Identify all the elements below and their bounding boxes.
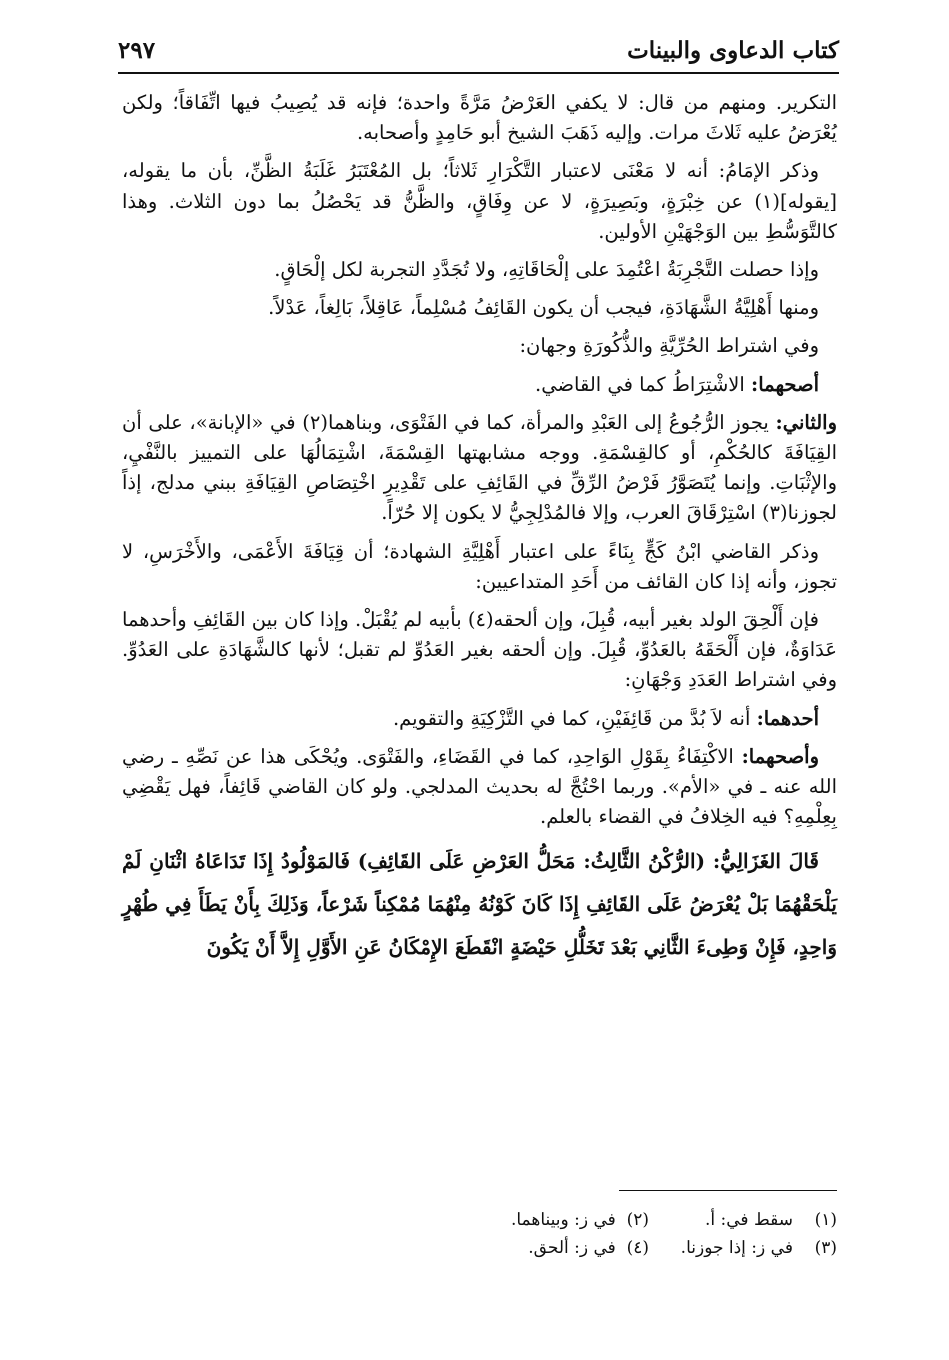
footnote-text: في ز: إذا جوزنا. — [680, 1238, 793, 1258]
paragraph-11-lead: وأصحهما: — [741, 744, 819, 768]
paragraph-6-lead: أصحهما: — [751, 372, 819, 396]
paragraph-5: وفي اشتراط الحُرِّيَّةِ والذُّكُورَةِ وجهان: — [519, 334, 819, 358]
footnote-4 — [431, 1234, 649, 1262]
paragraph-11-text: الاكْتِفَاءُ بِقَوْلِ الوَاحِدِ، كما في القَضَاءِ، والفَتْوَى. ويُحْكَى هذا عن نَصِّهِ ـ رضي الله عنه ـ في «الأم». وربما احْتُجَّ له بحديث المدلجي. ولو كان القاضي قَائِفاً، فهل يَقْضِي بِعِلْمِهِ؟ فيه الخِلافُ في القضاء بالعلم. — [122, 744, 837, 829]
footnote-text: سقط في: أ. — [705, 1210, 793, 1230]
paragraph-10-text: أنه لاَ بُدَّ من قَائِفَيْنِ، كما في التَّزْكِيَةِ والتقويم. — [392, 706, 751, 730]
paragraph-4: ومنها أَهْلِيَّةُ الشَّهَادَةِ، فيجب أن يكون القَائِفُ مُسْلِماً، عَاقِلاً، بَالِغاً، عَدْلاً. — [268, 296, 819, 320]
footnote-3 — [649, 1234, 837, 1262]
paragraph-10 — [122, 704, 837, 734]
paragraph-6 — [122, 370, 837, 400]
footnote-number: (٤) — [626, 1238, 649, 1258]
paragraph-7-lead: والثاني: — [775, 410, 837, 434]
footnote-text: في ز: ألحق. — [528, 1238, 616, 1258]
paragraph-11 — [122, 742, 837, 833]
main-text — [122, 88, 837, 977]
footnote-number: (٢) — [626, 1210, 649, 1230]
footnotes — [122, 1206, 837, 1262]
page-header — [118, 30, 839, 70]
footnote-number: (١) — [814, 1210, 837, 1230]
footnote-row — [122, 1206, 837, 1234]
ghazali-quote: قَالَ الغَزَالِيُّ: (الرُّكْنُ الثَّالِثُ: مَحَلُّ العَرْضِ عَلَى القَائِفِ) فَالمَوْلُودُ إِذَا تَدَاعَاهُ اثْنَانِ لَمْ يَلْحَقْهُمَا بَلْ يُعْرَضُ عَلَى القَائِفِ إِذَا كَانَ كَوْنُهُ مِنْهُمَا مُمْكِناً شَرْعاً، وَذَلِكَ بِأَنْ يَطَأَ فِي طُهْرٍ وَاحِدٍ، فَإِنْ وَطِىءَ الثَّانِي بَعْدَ تَخَلُّلِ حَيْضَةٍ انْقَطَعَ الإِمْكَانُ عَنِ الأَوَّلِ إِلاَّ أَنْ يَكُونَ — [122, 849, 837, 960]
header-divider — [118, 72, 839, 74]
running-title: كتاب الدعاوى والبينات — [627, 36, 839, 64]
footnote-2 — [431, 1206, 649, 1234]
paragraph-9: فإن أَلْحِقَ الولد بغير أبيه، قُبِلَ، وإن ألحقه(٤) بأبيه لم يُقْبَلْ. وإذا كان بين القَائِفِ وأحدهما عَدَاوَةٌ، فإن أَلْحَقَهُ بالعَدُوِّ، قُبِلَ. وإن ألحقه بغير العَدُوِّ لم تقبل؛ لأنها كالشَّهَادَةِ على العَدُوِّ. وفي اشتراط العَدَدِ وَجْهَانِ: — [122, 608, 837, 692]
paragraph-7-text: يجوز الرُّجُوعُ إلى العَبْدِ والمرأة، كما في الفَتْوَى، وبناهما(٢) في «الإبانة»، على أن القِيَافَةَ كالحُكْمِ، أو كالقِسْمَةِ. ووجه مشابهتها القِسْمَةَ، اشْتِمَالُهَا على التمييز بالنَّفْيِ، والإثْبَاتِ. وإنما يُتَصَوَّرُ فَرْضُ الرِّقِّ في القَائِفِ على تَقْدِيرِ اخْتِصَاصِ القِيَافَةِ ببني مدلج، إذاً لجوزنا(٣) اسْتِرْقَاقَ العرب، وإلا فالمُدْلِجِيُّ لا يكون إلا حُرّاً. — [122, 410, 837, 525]
footnote-1 — [649, 1206, 837, 1234]
paragraph-1: التكرير. ومنهم من قال: لا يكفي العَرْضُ مَرَّةً واحدة؛ فإنه قد يُصِيبُ فيها اتِّفَاقاً؛ ولكن يُعْرَضُ عليه ثَلاثَ مرات. وإليه ذَهَبَ الشيخ أبو حَامِدٍ وأصحابه. — [122, 91, 837, 145]
paragraph-2: وذكر الإمَامُ: أنه لا مَعْنَى لاعتبار التَّكْرَارِ ثَلاثاً؛ بل المُعْتَبَرُ غَلَبَةُ الظَّنِّ، بأن ما يقوله، [يقوله](١) عن خِبْرَةٍ، وبَصِيرَةٍ، لا عن وِفَاقٍ، والظَّنُّ قد يَحْصُلُ بما دون الثلاث. وهذا كالتَّوَسُّطِ بين الوَجْهَيْنِ الأولين. — [122, 159, 837, 243]
paragraph-6-text: الاشْتِرَاطُ كما في القاضي. — [535, 372, 745, 396]
footnote-text: في ز: وبيناهما. — [510, 1210, 616, 1230]
footnote-number: (٣) — [814, 1238, 837, 1258]
paragraph-10-lead: أحدهما: — [756, 706, 819, 730]
footnote-row — [122, 1234, 837, 1262]
footnote-divider — [619, 1190, 837, 1191]
paragraph-7 — [122, 408, 837, 529]
paragraph-8: وذكر القاضي ابْنُ كَجٍّ بِنَاءً على اعتبار أَهْلِيَّةِ الشهادة؛ أن قِيَافَةَ الأَعْمَى، والأَخْرَسِ، لا تجوز، وأنه إذا كان القائف من أَحَدِ المتداعيين: — [122, 539, 837, 593]
page-number: ٢٩٧ — [118, 36, 156, 64]
paragraph-3: وإذا حصلت التَّجْرِبَةُ اعْتُمِدَ على إلْحَاقَاتِهِ، ولا تُجَدَّدِ التجربة لكل إلْحَاقٍ. — [274, 258, 819, 282]
